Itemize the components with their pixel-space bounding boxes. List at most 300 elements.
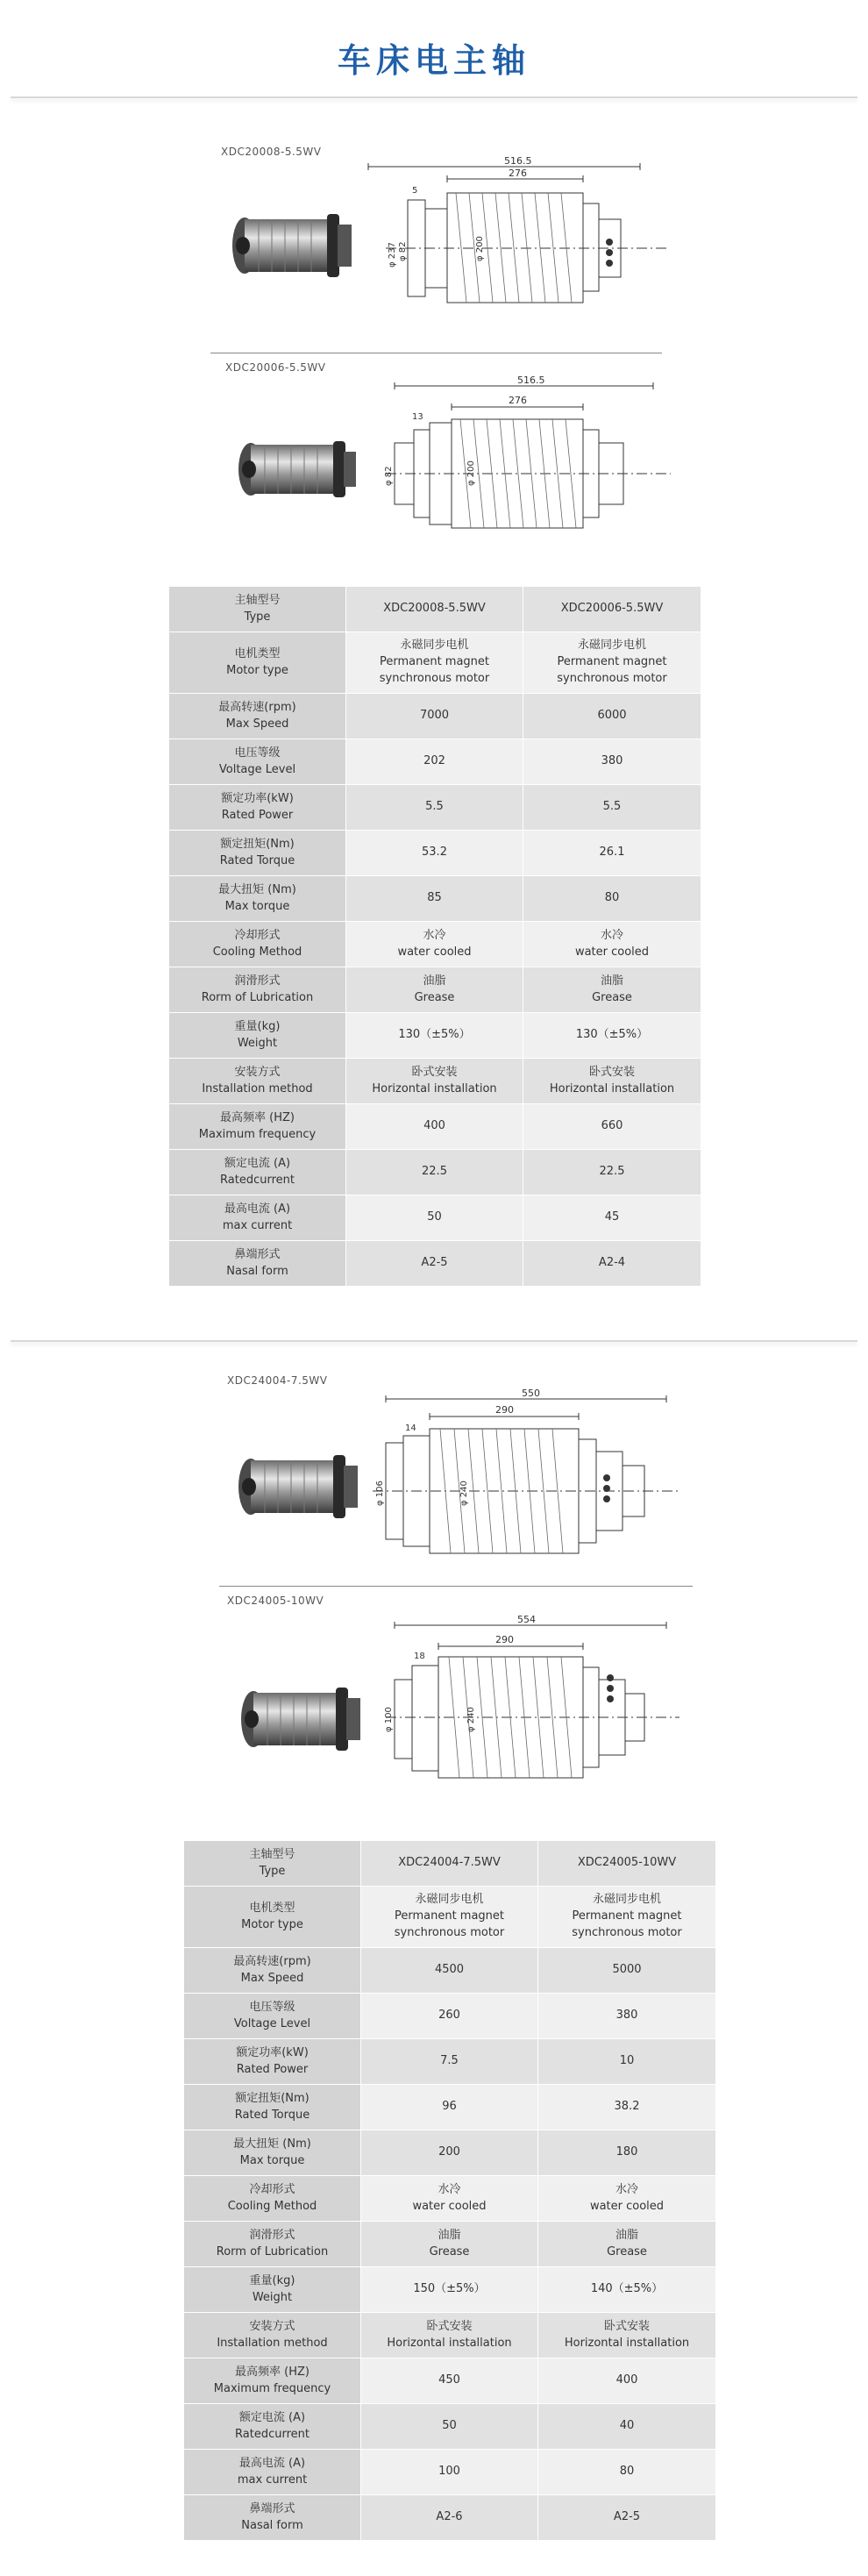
row-label-cn: 冷却形式 — [249, 2182, 295, 2196]
row-label — [169, 1241, 346, 1287]
spec-table-1 — [168, 586, 701, 1287]
row-label — [169, 694, 346, 739]
row-label-en: Voltage Level — [218, 762, 296, 776]
row-value — [523, 967, 701, 1013]
row-label-en: Nasal form — [241, 2518, 303, 2532]
row-value — [523, 1059, 701, 1104]
model-label-c: XDC24004-7.5WV — [227, 1374, 328, 1387]
row-value — [361, 2450, 538, 2495]
row-value — [523, 1195, 701, 1241]
table-row — [184, 2085, 716, 2130]
row-value-line: 永磁同步电机 — [577, 639, 646, 653]
row-value-line: Grease — [592, 990, 632, 1004]
row-label — [169, 1013, 346, 1059]
table-row — [169, 922, 701, 967]
table-row — [184, 2313, 716, 2358]
row-label-cn: 最大扭矩 (Nm) — [218, 882, 296, 896]
row-value — [346, 1104, 523, 1150]
row-label — [184, 2495, 361, 2541]
drawing-separator-2 — [219, 1586, 693, 1587]
table-row — [169, 876, 701, 922]
table-row — [184, 1994, 716, 2039]
row-value-line: 80 — [619, 2465, 635, 2479]
row-value-line: 永磁同步电机 — [400, 639, 469, 653]
row-value — [361, 2176, 538, 2222]
row-value-line: Grease — [429, 2244, 470, 2258]
model-label-a: XDC20008-5.5WV — [221, 146, 322, 158]
row-label-cn: 最高频率 (HZ) — [220, 1110, 295, 1124]
row-value-line: 200 — [438, 2145, 460, 2159]
row-value-line: water cooled — [412, 2199, 487, 2213]
row-value-line: 22.5 — [599, 1165, 625, 1179]
model-label-d: XDC24005-10WV — [227, 1595, 324, 1607]
table-row — [169, 831, 701, 876]
row-label — [184, 1841, 361, 1887]
row-value — [523, 587, 701, 632]
row-value — [361, 1948, 538, 1994]
row-value — [361, 2313, 538, 2358]
row-label-en: Cooling Method — [212, 945, 302, 959]
row-value — [523, 1241, 701, 1287]
table-row — [169, 1059, 701, 1104]
drawing-b — [386, 377, 675, 544]
row-value-line: Permanent magnet — [557, 655, 667, 669]
row-value-line: 96 — [442, 2100, 457, 2114]
row-label — [169, 922, 346, 967]
row-value — [523, 1013, 701, 1059]
row-value — [346, 632, 523, 694]
row-label — [184, 2130, 361, 2176]
row-value — [346, 831, 523, 876]
dim-diabody-d: φ 240 — [466, 1707, 476, 1732]
row-label-cn: 电机类型 — [249, 1901, 295, 1915]
row-value-line: 5.5 — [425, 800, 444, 814]
row-value — [523, 1150, 701, 1195]
row-label-cn: 额定功率(kW) — [236, 2045, 309, 2059]
table-row — [169, 739, 701, 785]
row-value-line: Horizontal installation — [372, 1081, 497, 1095]
row-value-line: 卧式安装 — [588, 1065, 635, 1079]
row-value-line: 水冷 — [423, 928, 446, 942]
row-label-en: Motor type — [241, 1917, 303, 1931]
row-label-cn: 额定电流 (A) — [224, 1156, 291, 1170]
row-value-line: XDC20008-5.5WV — [383, 602, 486, 616]
row-label-en: Rated Torque — [234, 2108, 310, 2122]
dim-body-c: 290 — [495, 1404, 514, 1416]
row-label-en: Weight — [252, 2290, 293, 2304]
drawing-a — [359, 155, 675, 333]
row-value — [346, 694, 523, 739]
row-label-en: max current — [222, 1218, 293, 1232]
row-value — [346, 1195, 523, 1241]
row-value-line: 130（±5%） — [398, 1028, 471, 1042]
table-row — [184, 2450, 716, 2495]
row-value — [361, 1841, 538, 1887]
row-value-line: 50 — [427, 1210, 442, 1224]
row-label — [184, 2450, 361, 2495]
row-value-line: 卧式安装 — [426, 2319, 473, 2333]
row-label — [169, 785, 346, 831]
row-value-line: 卧式安装 — [411, 1065, 458, 1079]
row-label-cn: 安装方式 — [249, 2319, 295, 2333]
row-value — [361, 2039, 538, 2085]
row-value — [538, 2085, 716, 2130]
row-value-line: 4500 — [434, 1963, 465, 1977]
row-label-cn: 最高电流 (A) — [224, 1202, 291, 1216]
table-row — [169, 1104, 701, 1150]
row-label — [169, 1195, 346, 1241]
title-divider — [11, 96, 857, 98]
row-value-line: 5000 — [612, 1963, 642, 1977]
row-value — [346, 876, 523, 922]
dim-flange-c: 14 — [405, 1424, 416, 1433]
row-value — [346, 1059, 523, 1104]
row-value-line: 水冷 — [615, 2182, 638, 2196]
spec-table-2 — [183, 1840, 716, 2541]
row-label-cn: 最高电流 (A) — [238, 2456, 306, 2470]
row-value-line: water cooled — [397, 945, 472, 959]
row-value-line: 永磁同步电机 — [592, 1893, 661, 1907]
row-label — [169, 876, 346, 922]
row-label-en: Voltage Level — [233, 2016, 311, 2030]
row-value-line: 85 — [427, 891, 442, 905]
row-label-en: Rated Power — [236, 2062, 309, 2076]
row-label-cn: 额定扭矩(Nm) — [235, 2091, 309, 2105]
row-value-line: 油脂 — [423, 974, 446, 988]
row-label-cn: 润滑形式 — [249, 2228, 295, 2242]
row-label-en: Maximum frequency — [198, 1127, 317, 1141]
row-label — [184, 2358, 361, 2404]
dim-dia1-c: φ 106 — [375, 1481, 385, 1506]
row-value-line: 660 — [601, 1119, 623, 1133]
table-row — [184, 2404, 716, 2450]
spindle-photo-b — [230, 425, 370, 513]
dim-body-d: 290 — [495, 1634, 514, 1645]
row-value-line: Horizontal installation — [387, 2336, 512, 2350]
dim-overall-a: 516.5 — [504, 155, 532, 167]
dim-body-b: 276 — [509, 395, 527, 406]
row-label-en: Cooling Method — [227, 2199, 317, 2213]
row-value — [361, 2267, 538, 2313]
row-label-en: Rated Power — [221, 808, 294, 822]
row-value-line: 22.5 — [422, 1165, 447, 1179]
dim-dia1-d: φ 100 — [384, 1707, 394, 1732]
row-value-line: 40 — [619, 2419, 635, 2433]
table-row — [184, 2358, 716, 2404]
row-value-line: A2-5 — [421, 1256, 448, 1270]
row-label-en: Weight — [237, 1036, 278, 1050]
dim-diabody-b: φ 200 — [466, 460, 476, 486]
dim-diabody-c: φ 240 — [459, 1481, 469, 1506]
row-label-cn: 电机类型 — [234, 646, 281, 660]
row-value-line: synchronous motor — [557, 671, 667, 685]
spindle-photo-c — [230, 1443, 370, 1531]
row-value — [361, 2358, 538, 2404]
row-value-line: 400 — [423, 1119, 445, 1133]
row-value-line: synchronous motor — [379, 671, 490, 685]
row-label — [184, 2176, 361, 2222]
row-label-en: Nasal form — [226, 1264, 288, 1278]
row-value — [523, 785, 701, 831]
section-divider — [11, 1340, 857, 1342]
row-label-cn: 重量(kg) — [249, 2273, 295, 2287]
row-label — [184, 2313, 361, 2358]
row-value-line: 7000 — [419, 709, 450, 723]
dim-flange-d: 18 — [414, 1652, 425, 1661]
row-label — [184, 2404, 361, 2450]
table-row — [184, 2130, 716, 2176]
row-label — [184, 2267, 361, 2313]
row-label-en: Ratedcurrent — [235, 2427, 309, 2441]
row-value-line: water cooled — [589, 2199, 665, 2213]
row-value-line: A2-5 — [613, 2510, 641, 2524]
table-row — [169, 1150, 701, 1195]
row-value-line: 45 — [604, 1210, 620, 1224]
row-label-en: Type — [244, 610, 271, 624]
row-value-line: Permanent magnet — [394, 1909, 505, 1923]
row-label-en: max current — [237, 2473, 308, 2487]
table-row — [184, 2176, 716, 2222]
row-value-line: Horizontal installation — [564, 2336, 690, 2350]
spec-table-1-body — [169, 587, 701, 1287]
row-value — [538, 1841, 716, 1887]
row-label-cn: 主轴型号 — [234, 593, 281, 607]
dim-flange-a: 5 — [412, 186, 418, 196]
row-value — [523, 922, 701, 967]
row-value — [361, 2085, 538, 2130]
row-label-en: Motor type — [226, 663, 288, 677]
row-label — [169, 967, 346, 1013]
row-value-line: synchronous motor — [572, 1925, 682, 1939]
row-value-line: 260 — [438, 2009, 460, 2023]
row-label-cn: 电压等级 — [234, 746, 281, 760]
row-value — [523, 739, 701, 785]
row-label-cn: 主轴型号 — [249, 1847, 295, 1861]
row-value-line: 6000 — [597, 709, 627, 723]
row-label-cn: 额定功率(kW) — [221, 791, 294, 805]
dim-dia1-a: φ 237 — [388, 242, 397, 268]
row-label-cn: 最高频率 (HZ) — [235, 2365, 309, 2379]
row-label-cn: 最大扭矩 (Nm) — [233, 2137, 311, 2151]
row-value — [346, 922, 523, 967]
row-value — [523, 632, 701, 694]
row-label-en: Type — [259, 1864, 286, 1878]
row-value — [538, 1887, 716, 1948]
row-value — [361, 2222, 538, 2267]
row-value-line: 水冷 — [438, 2182, 461, 2196]
table-row — [184, 2495, 716, 2541]
row-value-line: 油脂 — [600, 974, 623, 988]
row-label — [169, 1059, 346, 1104]
row-value — [538, 1994, 716, 2039]
row-value-line: 38.2 — [614, 2100, 640, 2114]
row-value-line: 53.2 — [422, 846, 447, 860]
row-value — [538, 2130, 716, 2176]
dim-overall-b: 516.5 — [517, 375, 545, 386]
spindle-photo-d — [232, 1675, 373, 1763]
row-value-line: 140（±5%） — [590, 2282, 664, 2296]
row-value — [538, 1948, 716, 1994]
row-label-en: Installation method — [217, 2336, 328, 2350]
row-value-line: Horizontal installation — [549, 1081, 675, 1095]
row-value-line: 10 — [619, 2054, 635, 2068]
spec-table-2-body — [184, 1841, 716, 2541]
row-label-en: Ratedcurrent — [220, 1173, 295, 1187]
row-label-en: Maximum frequency — [213, 2381, 331, 2395]
row-value — [538, 2313, 716, 2358]
row-value — [538, 2495, 716, 2541]
row-value — [523, 876, 701, 922]
row-value-line: 100 — [438, 2465, 460, 2479]
row-value-line: XDC24004-7.5WV — [398, 1856, 501, 1870]
table-row — [169, 967, 701, 1013]
dim-overall-c: 550 — [522, 1388, 540, 1399]
dim-overall-d: 554 — [517, 1614, 536, 1625]
row-label-en: Rorm of Lubrication — [216, 2244, 329, 2258]
row-value — [361, 1994, 538, 2039]
row-value-line: 水冷 — [600, 928, 623, 942]
row-value-line: 5.5 — [602, 800, 622, 814]
table-row — [169, 1241, 701, 1287]
table-row — [169, 694, 701, 739]
row-value-line: 450 — [438, 2373, 460, 2387]
dim-dia2-a: φ 82 — [398, 241, 408, 261]
row-value — [523, 831, 701, 876]
drawing-c — [368, 1390, 684, 1574]
row-label-cn: 最高转速(rpm) — [218, 700, 296, 714]
row-value — [538, 2404, 716, 2450]
row-label-cn: 额定扭矩(Nm) — [220, 837, 295, 851]
spindle-photo-a — [224, 202, 364, 289]
row-label-cn: 电压等级 — [249, 2000, 295, 2014]
row-value-line: 150（±5%） — [413, 2282, 486, 2296]
row-label — [169, 831, 346, 876]
dim-body-a: 276 — [509, 168, 527, 179]
row-value — [346, 967, 523, 1013]
row-label — [169, 632, 346, 694]
row-value — [346, 739, 523, 785]
dim-flange-b: 13 — [412, 412, 423, 422]
row-label-en: Max torque — [239, 2153, 305, 2167]
row-value-line: XDC20006-5.5WV — [560, 602, 664, 616]
row-label-cn: 额定电流 (A) — [238, 2410, 306, 2424]
row-label-en: Max Speed — [240, 1971, 304, 1985]
row-label-en: Rorm of Lubrication — [201, 990, 314, 1004]
row-label-en: Installation method — [202, 1081, 313, 1095]
table-row — [184, 2039, 716, 2085]
row-label — [184, 1948, 361, 1994]
row-label — [184, 1994, 361, 2039]
row-value — [346, 1013, 523, 1059]
table-row — [184, 2267, 716, 2313]
row-label — [169, 1150, 346, 1195]
page-title: 车床电主轴 — [337, 41, 530, 80]
table-row — [169, 1013, 701, 1059]
row-value-line: Permanent magnet — [379, 655, 490, 669]
row-value-line: 卧式安装 — [603, 2319, 650, 2333]
table-row — [169, 785, 701, 831]
row-value — [538, 2039, 716, 2085]
row-value-line: A2-4 — [598, 1256, 626, 1270]
row-value — [346, 587, 523, 632]
row-value-line: 400 — [615, 2373, 638, 2387]
row-value — [361, 2495, 538, 2541]
table-row — [169, 587, 701, 632]
dim-dia1-b: φ 82 — [384, 466, 394, 486]
row-value-line: Grease — [414, 990, 455, 1004]
row-value — [361, 2130, 538, 2176]
row-value-line: 380 — [601, 754, 623, 768]
dim-diabody-a: φ 200 — [475, 236, 485, 261]
row-value-line: water cooled — [574, 945, 650, 959]
row-value-line: synchronous motor — [394, 1925, 505, 1939]
row-label — [184, 2085, 361, 2130]
row-label-cn: 润滑形式 — [234, 974, 281, 988]
row-value-line: Permanent magnet — [572, 1909, 682, 1923]
row-label-cn: 重量(kg) — [234, 1019, 281, 1033]
row-value-line: 380 — [615, 2009, 638, 2023]
row-value — [346, 1150, 523, 1195]
row-value-line: A2-6 — [436, 2510, 463, 2524]
row-value-line: 80 — [604, 891, 620, 905]
row-label — [169, 739, 346, 785]
row-label-en: Max Speed — [225, 717, 289, 731]
row-value-line: 永磁同步电机 — [415, 1893, 484, 1907]
row-value-line: 50 — [442, 2419, 457, 2433]
row-value — [361, 1887, 538, 1948]
row-value-line: XDC24005-10WV — [577, 1856, 677, 1870]
row-label-cn: 鼻端形式 — [249, 2501, 295, 2515]
model-label-b: XDC20006-5.5WV — [225, 361, 326, 374]
row-value-line: 油脂 — [438, 2228, 461, 2242]
row-value-line: 7.5 — [440, 2054, 459, 2068]
row-label-cn: 最高转速(rpm) — [233, 1954, 311, 1968]
row-value — [346, 785, 523, 831]
row-label-en: Rated Torque — [219, 853, 295, 867]
row-value — [523, 1104, 701, 1150]
row-value — [538, 2222, 716, 2267]
row-label-en: Max torque — [224, 899, 290, 913]
drawing-d — [386, 1616, 684, 1796]
table-row — [184, 2222, 716, 2267]
row-label — [184, 1887, 361, 1948]
row-value — [538, 2176, 716, 2222]
row-label-cn: 鼻端形式 — [234, 1247, 281, 1261]
row-value-line: 26.1 — [599, 846, 625, 860]
row-label — [184, 2039, 361, 2085]
table-row — [169, 632, 701, 694]
row-value — [538, 2450, 716, 2495]
table-row — [184, 1887, 716, 1948]
row-value — [346, 1241, 523, 1287]
row-label — [169, 1104, 346, 1150]
table-row — [184, 1841, 716, 1887]
table-row — [169, 1195, 701, 1241]
row-value — [538, 2358, 716, 2404]
row-value-line: Grease — [607, 2244, 647, 2258]
row-value — [361, 2404, 538, 2450]
row-value-line: 180 — [615, 2145, 638, 2159]
row-label-cn: 安装方式 — [234, 1065, 281, 1079]
row-label — [184, 2222, 361, 2267]
row-label — [169, 587, 346, 632]
row-value-line: 油脂 — [615, 2228, 638, 2242]
row-value-line: 130（±5%） — [575, 1028, 649, 1042]
row-value — [523, 694, 701, 739]
table-row — [184, 1948, 716, 1994]
row-value — [538, 2267, 716, 2313]
row-label-cn: 冷却形式 — [234, 928, 281, 942]
